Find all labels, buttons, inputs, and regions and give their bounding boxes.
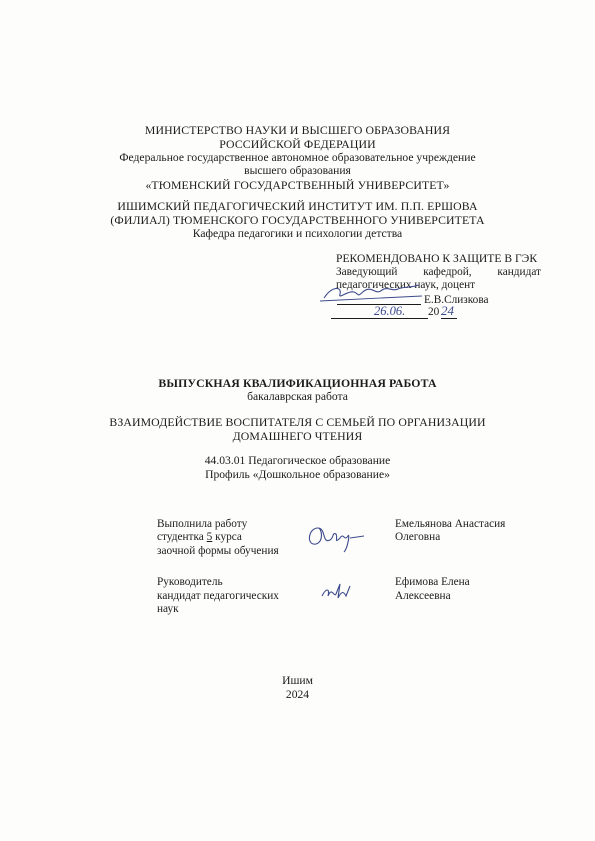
supervisor-label-line-2: кандидат педагогических xyxy=(157,590,279,602)
student-course: 5 xyxy=(206,531,213,543)
institution-line-1: Федеральное государственное автономное образовательное учреждение xyxy=(119,151,476,164)
supervisor-label-line-3: наук xyxy=(157,603,179,615)
student-label-line-1: Выполнила работу xyxy=(157,518,248,530)
student-label-line-2 xyxy=(157,531,242,544)
work-subtype: бакалаврская работа xyxy=(247,390,348,403)
work-profile: Профиль «Дошкольное образование» xyxy=(205,468,390,481)
student-label-prefix: студентка xyxy=(157,531,204,543)
institute-line-2: (ФИЛИАЛ) ТЮМЕНСКОГО ГОСУДАРСТВЕННОГО УНИВЕРСИТЕТА xyxy=(110,213,485,227)
approval-head-word-1: Заведующий xyxy=(336,266,398,278)
approval-head-line-2: педагогических наук, доцент xyxy=(336,279,476,291)
approval-head-line xyxy=(336,266,541,279)
approval-date-handwritten: 26.06. xyxy=(374,304,406,318)
student-name-line-1: Емельянова Анастасия xyxy=(395,518,506,530)
supervisor-label-line-1: Руководитель xyxy=(157,576,223,588)
approval-head-word-3: кандидат xyxy=(497,266,541,278)
year-line xyxy=(441,318,457,319)
work-code: 44.03.01 Педагогическое образование xyxy=(204,454,391,467)
work-title-line-2: ДОМАШНЕГО ЧТЕНИЯ xyxy=(232,429,363,443)
approval-year-prefix: 20 xyxy=(428,306,440,318)
supervisor-name-line-2: Алексеевна xyxy=(395,590,451,602)
department-name: Кафедра педагогики и психологии детства xyxy=(192,227,403,240)
student-signature-icon xyxy=(304,518,366,554)
student-name-line-2: Олеговна xyxy=(395,531,441,543)
institution-line-2: высшего образования xyxy=(244,164,351,177)
ministry-line-2: РОССИЙСКОЙ ФЕДЕРАЦИИ xyxy=(219,137,376,151)
student-label-line-3: заочной формы обучения xyxy=(157,545,279,557)
approval-title: РЕКОМЕНДОВАНО К ЗАЩИТЕ В ГЭК xyxy=(336,252,538,265)
approval-head-word-2: кафедрой, xyxy=(423,266,472,278)
supervisor-signature-icon xyxy=(318,580,354,602)
work-title-line-1: ВЗАИМОДЕЙСТВИЕ ВОСПИТАТЕЛЯ С СЕМЬЕЙ ПО ОРГАНИЗАЦИИ xyxy=(109,415,486,429)
approval-head-name: Е.В.Слизкова xyxy=(424,294,489,306)
student-label-suffix: курса xyxy=(215,531,242,543)
head-signature-icon xyxy=(318,282,428,304)
university-name: «ТЮМЕНСКИЙ ГОСУДАРСТВЕННЫЙ УНИВЕРСИТЕТ» xyxy=(145,178,450,192)
work-type: ВЫПУСКНАЯ КВАЛИФИКАЦИОННАЯ РАБОТА xyxy=(158,376,437,390)
ministry-line-1: МИНИСТЕРСТВО НАУКИ И ВЫСШЕГО ОБРАЗОВАНИЯ xyxy=(144,123,451,137)
supervisor-name-line-1: Ефимова Елена xyxy=(395,576,470,588)
institute-line-1: ИШИМСКИЙ ПЕДАГОГИЧЕСКИЙ ИНСТИТУТ ИМ. П.П. ЕРШОВА xyxy=(117,199,478,213)
approval-year-handwritten: 24 xyxy=(441,303,454,318)
footer-city: Ишим xyxy=(282,674,313,687)
footer-year: 2024 xyxy=(285,688,310,701)
